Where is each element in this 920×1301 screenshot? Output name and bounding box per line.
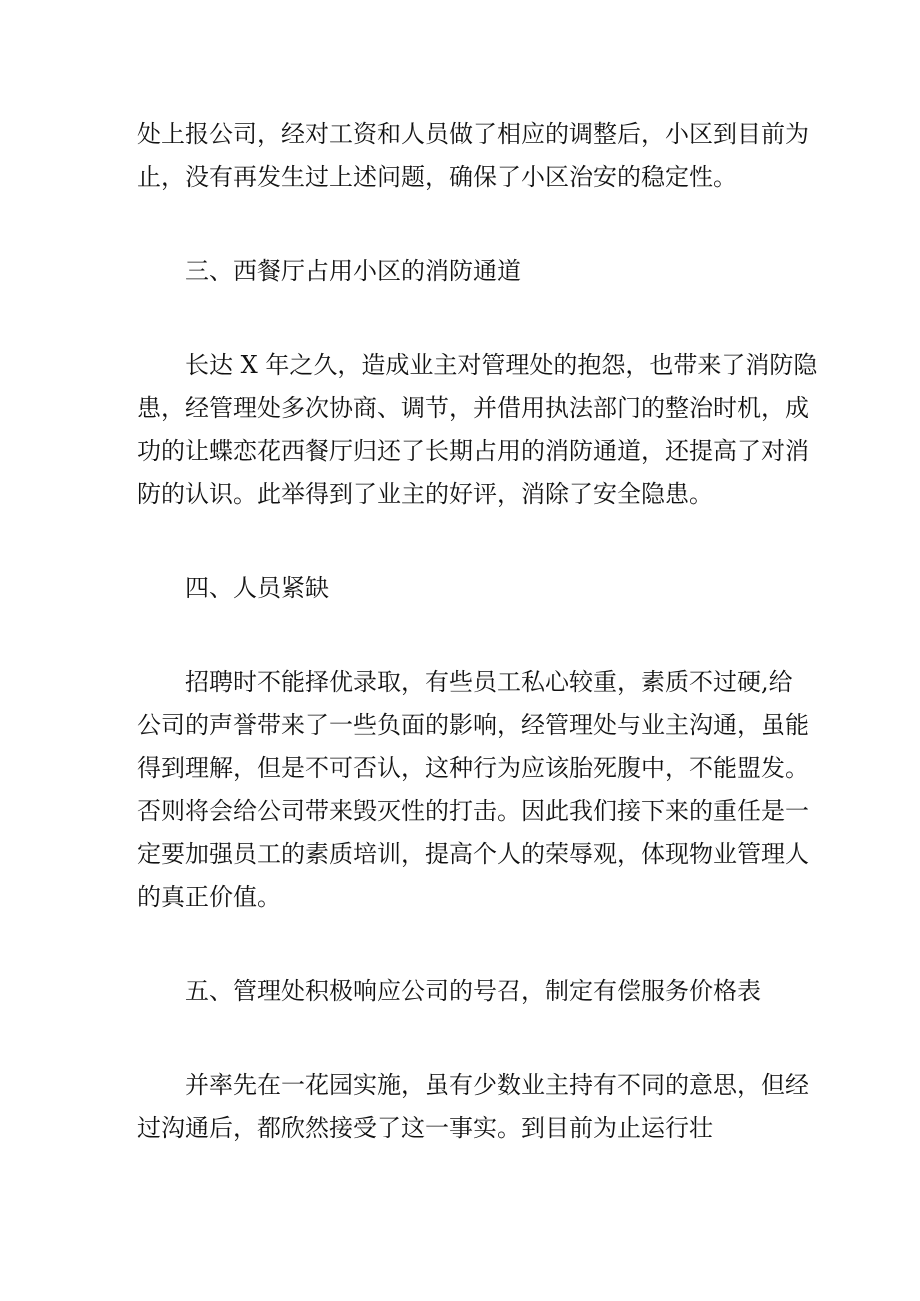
- text-line: 处上报公司，经对工资和人员做了相应的调整后，小区到目前为: [137, 120, 809, 148]
- paragraph-fire-lane: [137, 344, 818, 516]
- text-line: 招聘时不能择优录取，有些员工私心较重，素质不过硬,给: [185, 668, 793, 696]
- text-line: 患，经管理处多次协商、调节，并借用执法部门的整治时机，成: [137, 394, 809, 422]
- text-line: 得到理解，但是不可否认，这种行为应该胎死腹中，不能盟发。: [137, 754, 809, 782]
- text-line: 过沟通后，都欣然接受了这一事实。到目前为止运行壮: [137, 1114, 713, 1142]
- heading-text: 四、人员紧缺: [185, 574, 329, 602]
- text-line: 长达 X 年之久，造成业主对管理处的抱怨，也带来了消防隐: [185, 351, 818, 379]
- document-body: [137, 113, 818, 1150]
- paragraph-pricing: [137, 1064, 809, 1150]
- text-line: 并率先在一花园实施，虽有少数业主持有不同的意思，但经: [185, 1071, 809, 1099]
- text-line: 公司的声誉带来了一些负面的影响，经管理处与业主沟通，虽能: [137, 711, 809, 739]
- section-heading-4: [137, 567, 797, 610]
- heading-text: 五、管理处积极响应公司的号召，制定有偿服务价格表: [185, 977, 761, 1005]
- text-line: 否则将会给公司带来毁灭性的打击。因此我们接下来的重任是一: [137, 797, 809, 825]
- text-line: 的真正价值。: [137, 883, 281, 911]
- section-heading-3: [137, 250, 797, 293]
- paragraph-continuation: [137, 113, 809, 199]
- section-heading-5: [137, 970, 797, 1013]
- heading-text: 三、西餐厅占用小区的消防通道: [185, 257, 521, 285]
- text-line: 止，没有再发生过上述问题，确保了小区治安的稳定性。: [137, 163, 737, 191]
- text-line: 功的让蝶恋花西餐厅归还了长期占用的消防通道，还提高了对消: [137, 437, 809, 465]
- text-line: 防的认识。此举得到了业主的好评，消除了安全隐患。: [137, 480, 713, 508]
- text-line: 定要加强员工的素质培训，提高个人的荣辱观，体现物业管理人: [137, 840, 809, 868]
- paragraph-staffing: [137, 661, 809, 919]
